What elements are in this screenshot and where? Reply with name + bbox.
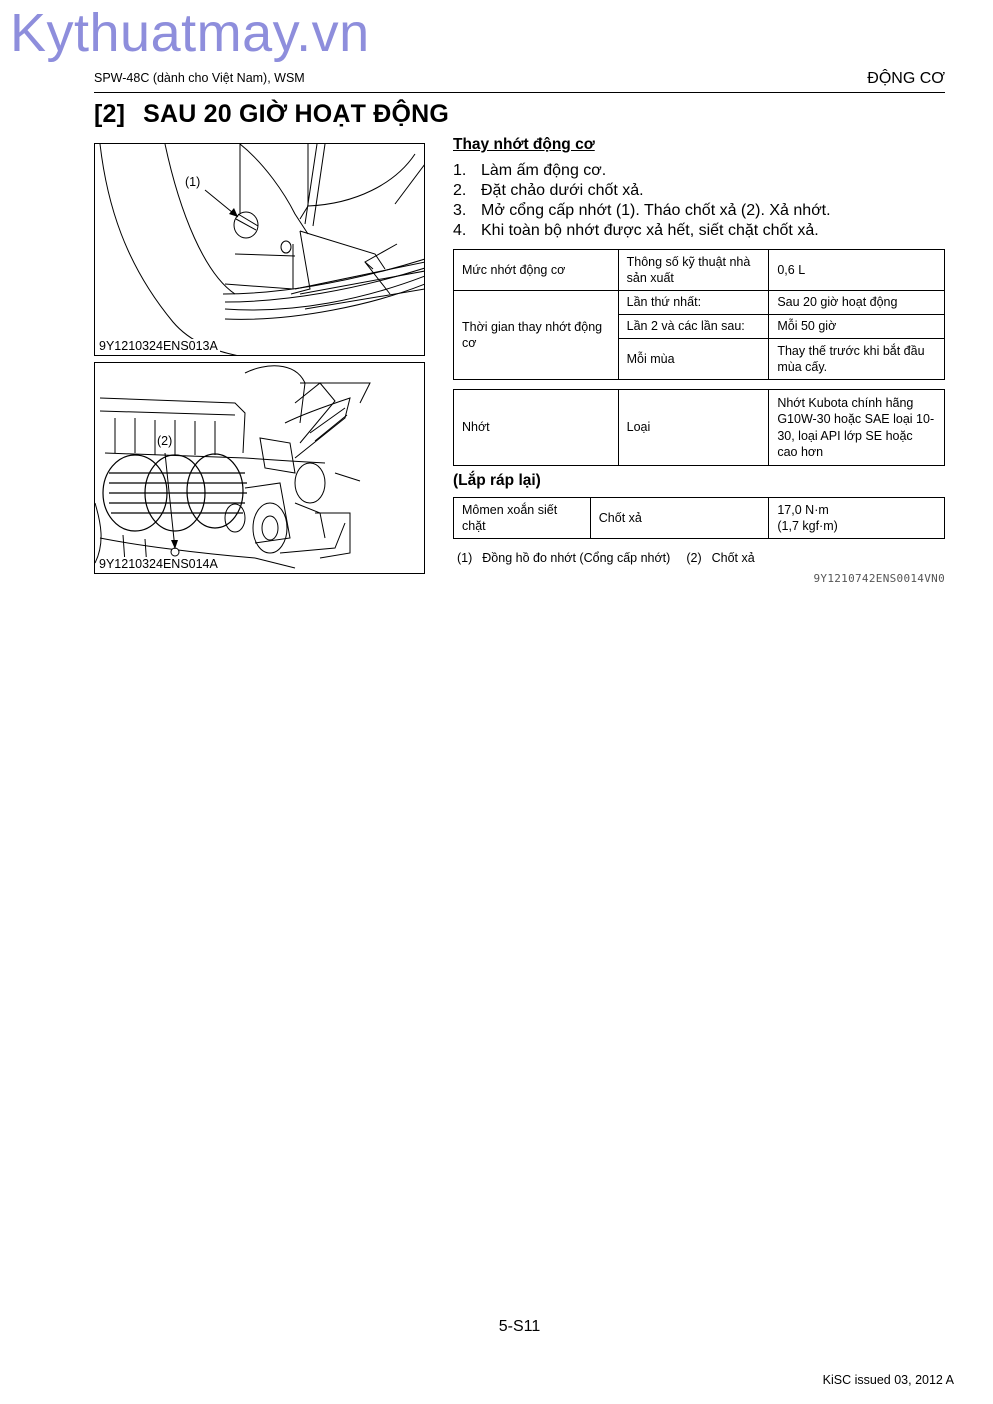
step-number: 1. bbox=[453, 162, 467, 179]
watermark: Kythuatmay.vn bbox=[10, 3, 370, 63]
step-item bbox=[453, 181, 945, 201]
section-number: [2] bbox=[94, 100, 126, 128]
procedure-column bbox=[453, 136, 945, 585]
illustration-oil-filler bbox=[95, 144, 425, 356]
table-row bbox=[454, 291, 945, 315]
procedure-steps bbox=[453, 161, 945, 241]
oil-type-table bbox=[453, 389, 945, 466]
table-cell: Thay thế trước khi bắt đầu mùa cấy. bbox=[769, 339, 945, 380]
step-text: Mở cổng cấp nhớt (1). Tháo chốt xả (2). Xả nhớt. bbox=[481, 202, 831, 219]
table-cell: Lần 2 và các lần sau: bbox=[618, 315, 769, 339]
table-cell: Sau 20 giờ hoạt động bbox=[769, 291, 945, 315]
torque-table bbox=[453, 497, 945, 539]
page-number: 5-S11 bbox=[498, 1318, 541, 1335]
section-title bbox=[94, 100, 449, 129]
reassembly-heading: (Lắp ráp lại) bbox=[453, 472, 541, 489]
figure-code-2: 9Y1210324ENS014A bbox=[99, 557, 218, 571]
header-chapter: ĐỘNG CƠ bbox=[867, 70, 945, 87]
table-cell: Mức nhớt động cơ bbox=[454, 250, 619, 291]
callout-1: (1) bbox=[185, 175, 201, 189]
legend-num: (1) bbox=[457, 551, 473, 565]
table-cell: Chốt xả bbox=[590, 498, 769, 539]
legend-text: Chốt xả bbox=[711, 551, 755, 565]
callout-2: (2) bbox=[157, 434, 173, 448]
figure-drain-plug bbox=[94, 362, 425, 574]
table-row bbox=[454, 250, 945, 291]
figure-code-1: 9Y1210324ENS013A bbox=[99, 339, 218, 353]
torque-value: 17,0 N·m bbox=[777, 502, 829, 517]
header-manual-title: SPW-48C (dành cho Việt Nam), WSM bbox=[94, 71, 305, 85]
table-cell: Mômen xoắn siết chặt bbox=[454, 498, 591, 539]
table-cell: Nhớt Kubota chính hãng G10W-30 hoặc SAE loại 10-30, loại API lớp SE hoặc cao hơn bbox=[769, 390, 945, 466]
issue-note: KiSC issued 03, 2012 A bbox=[822, 1373, 954, 1387]
step-number: 2. bbox=[453, 182, 467, 199]
procedure-heading: Thay nhớt động cơ bbox=[453, 136, 595, 153]
table-cell: Mỗi mùa bbox=[618, 339, 769, 380]
step-text: Đặt chảo dưới chốt xả. bbox=[481, 182, 644, 199]
step-item bbox=[453, 161, 945, 181]
figure-oil-filler bbox=[94, 143, 425, 356]
header-rule bbox=[94, 92, 945, 93]
step-item bbox=[453, 221, 945, 241]
legend-text: Đồng hồ đo nhớt (Cổng cấp nhớt) bbox=[482, 551, 671, 565]
table-row bbox=[454, 390, 945, 466]
document-code: 9Y1210742ENS0014VN0 bbox=[813, 572, 945, 585]
step-number: 4. bbox=[453, 222, 467, 239]
table-cell: Nhớt bbox=[454, 390, 619, 466]
section-title-text: SAU 20 GIỜ HOẠT ĐỘNG bbox=[143, 100, 450, 128]
step-number: 3. bbox=[453, 202, 467, 219]
oil-spec-table bbox=[453, 249, 945, 380]
table-cell: 0,6 L bbox=[769, 250, 945, 291]
table-cell: Loại bbox=[618, 390, 769, 466]
table-row bbox=[454, 498, 945, 539]
legend-num: (2) bbox=[686, 551, 702, 565]
table-cell: Lần thứ nhất: bbox=[618, 291, 769, 315]
torque-value-alt: (1,7 kgf·m) bbox=[777, 519, 838, 533]
step-text: Khi toàn bộ nhớt được xả hết, siết chặt chốt xả. bbox=[481, 222, 819, 239]
table-cell: Mỗi 50 giờ bbox=[769, 315, 945, 339]
table-cell: Thời gian thay nhớt động cơ bbox=[454, 291, 619, 380]
table-cell bbox=[769, 498, 945, 539]
step-item bbox=[453, 201, 945, 221]
step-text: Làm ấm động cơ. bbox=[481, 162, 607, 179]
table-cell: Thông số kỹ thuật nhà sản xuất bbox=[618, 250, 769, 291]
figure-legend bbox=[453, 551, 945, 565]
illustration-engine-drain bbox=[95, 363, 425, 574]
